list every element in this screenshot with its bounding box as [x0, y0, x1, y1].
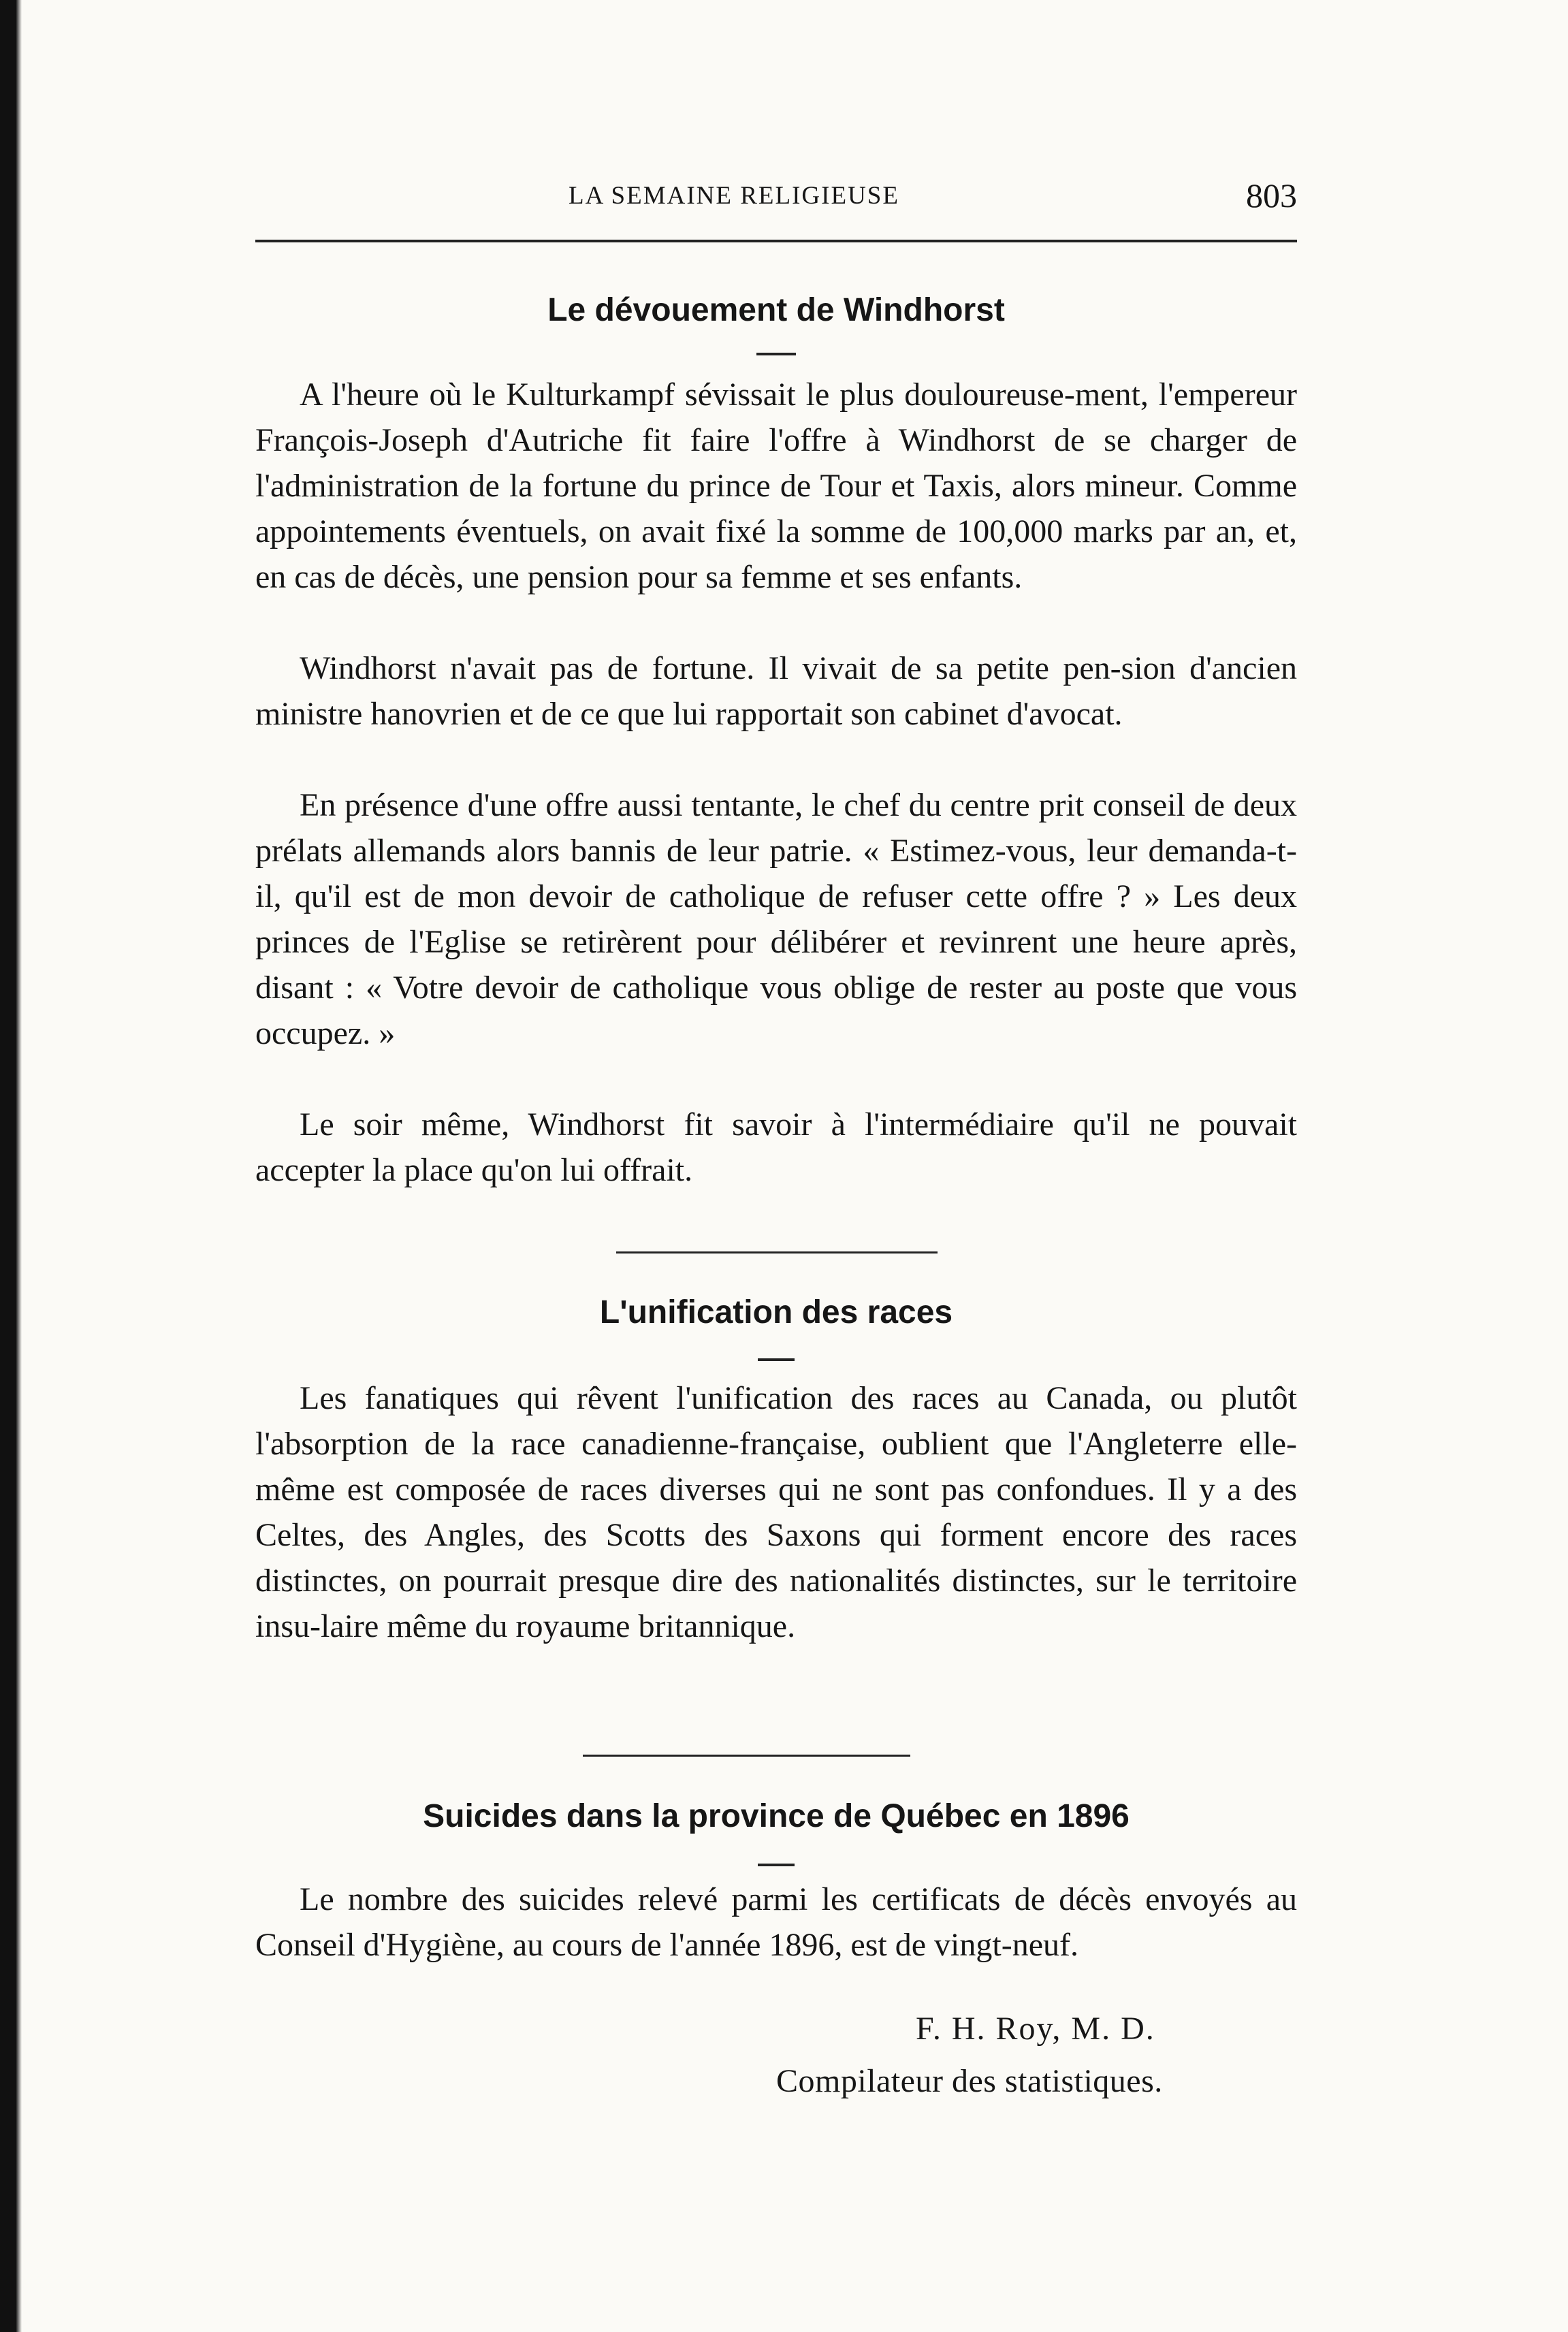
paragraph: En présence d'une offre aussi tentante, le chef du centre prit conseil de deux prélats allemands alors bannis de leur patrie. « Estimez-vous, leur demanda-t-il, qu'il est de mon devoir de catholique de refuser cette offre ? » Les deux princes de l'Eglise se retirèrent pour délibérer et revinrent une heure après, disant : « Votre devoir de catholique vous oblige de rester au poste que vous occupez. » — [255, 787, 1297, 1051]
section-separator — [616, 1251, 938, 1253]
article-heading-unification: L'unification des races — [599, 1294, 953, 1330]
article-heading-windhorst: Le dévouement de Windhorst — [547, 292, 1005, 328]
section-separator — [583, 1755, 910, 1757]
paragraph: Les fanatiques qui rêvent l'unification des races au Canada, ou plutôt l'absorption de la race canadienne-française, oublient que l'Angleterre elle-même est composée de races diverses qui ne sont pas confondues. Il y a des Celtes, des Angles, des Scotts des Saxons qui forment encore des races distinctes, on pourrait presque dire des nationalités distinctes, sur le territoire insu-laire même du royaume britannique. — [255, 1380, 1297, 1644]
binding-shadow — [16, 0, 22, 2332]
heading-dash — [758, 1864, 795, 1866]
heading-dash — [756, 353, 796, 355]
signature-name: F. H. Roy, M. D. — [916, 2011, 1155, 2047]
paragraph: Windhorst n'avait pas de fortune. Il vivait de sa petite pen-sion d'ancien ministre hanovrien et de ce que lui rapportait son cabinet d'avocat. — [255, 650, 1297, 732]
running-head — [255, 176, 1297, 217]
paragraph: A l'heure où le Kulturkampf sévissait le plus douloureuse-ment, l'empereur François-Joseph d'Autriche fit faire l'offre à Windhorst de se charger de l'administration de la fortune du prince de Tour et Taxis, alors mineur. Comme appointements éventuels, on avait fixé la somme de 100,000 marks par an, et, en cas de décès, une pension pour sa femme et ses enfants. — [255, 377, 1297, 595]
paragraph: Le soir même, Windhorst fit savoir à l'intermédiaire qu'il ne pouvait accepter la place qu'on lui offrait. — [255, 1106, 1297, 1188]
paragraph: Le nombre des suicides relevé parmi les certificats de décès envoyés au Conseil d'Hygiène, au cours de l'année 1896, est de vingt-neuf. — [255, 1881, 1297, 1963]
binding-edge — [0, 0, 16, 2332]
header-rule — [255, 240, 1297, 242]
heading-dash — [758, 1358, 795, 1361]
article-heading-suicides: Suicides dans la province de Québec en 1896 — [423, 1798, 1130, 1834]
page-number: 803 — [1246, 176, 1297, 214]
running-title: LA SEMAINE RELIGIEUSE — [569, 182, 899, 210]
signature-role: Compilateur des statistiques. — [776, 2063, 1163, 2099]
